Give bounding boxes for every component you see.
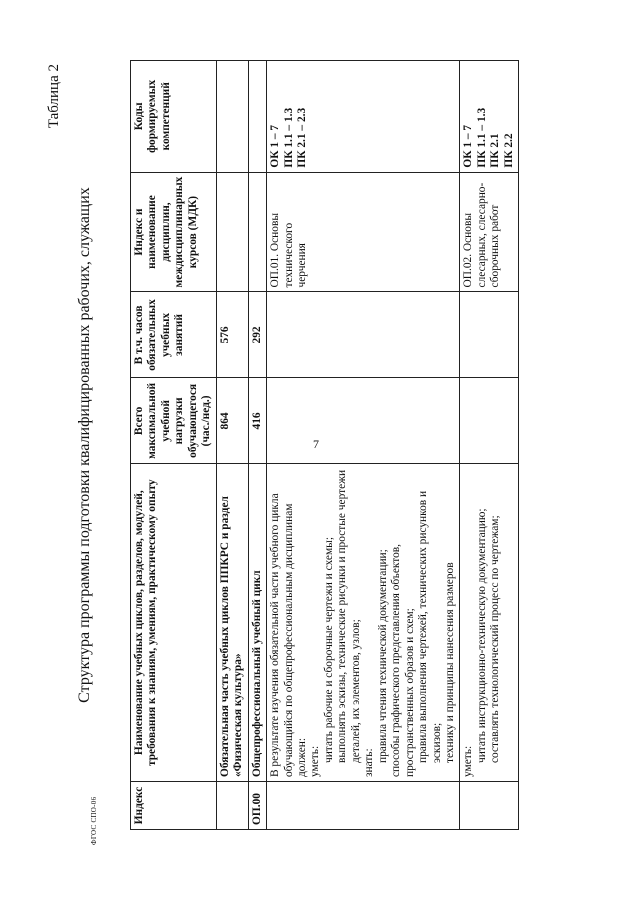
cell-empty — [267, 782, 460, 830]
table-row-op01 — [267, 61, 460, 830]
header-name: Наименование учебных циклов, разделов, модулей, требования к знаниям, умениям, практическому опыту — [131, 464, 217, 782]
cell-empty — [267, 378, 460, 464]
cell-empty — [460, 292, 519, 378]
requirement-text: читать инструкционно-техническую документацию; — [475, 508, 488, 764]
header-index: Индекс — [131, 782, 217, 830]
cell-empty — [460, 782, 519, 830]
table-row-total — [216, 61, 248, 830]
cell-op00-name: Общепрофессиональный учебный цикл — [248, 464, 266, 782]
requirement-text: читать рабочие и сборочные чертежи и схемы; — [322, 537, 335, 764]
cell-total-max: 864 — [216, 378, 248, 464]
table-row-op00 — [248, 61, 266, 830]
cell-empty — [248, 172, 266, 292]
cell-empty — [216, 782, 248, 830]
competency-code: ПК 2.1 – 2.3 — [295, 107, 308, 168]
cell-op00-max: 416 — [248, 378, 266, 464]
cell-total-required: 576 — [216, 292, 248, 378]
competency-code: ПК 1.1 – 1.3 — [282, 107, 295, 168]
cell-op01-discipline: ОП.01. Основы технического черчения — [267, 172, 460, 292]
table-label: Таблица 2 — [46, 64, 62, 129]
page-number: 7 — [313, 437, 319, 451]
requirement-heading: уметь: — [462, 745, 475, 778]
header-discipline: Индекс и наименование дисциплин, междисциплинарных курсов (МДК) — [131, 172, 217, 292]
cell-empty — [216, 61, 248, 173]
requirement-text: составлять технологический процесс по чертежам; — [489, 515, 502, 764]
requirement-text: способы графического представления объектов, пространственных образов и схем; — [390, 543, 416, 778]
header-competencies: Коды формируемых компетенций — [131, 61, 217, 173]
cell-op00-required: 292 — [248, 292, 266, 378]
cell-empty — [248, 61, 266, 173]
cell-empty — [267, 292, 460, 378]
document-title: Структура программы подготовки квалифицированных рабочих, служащих — [76, 187, 93, 703]
footer-code: ФГОС СПО-06 — [90, 796, 98, 845]
table-row-op02 — [460, 61, 519, 830]
cell-op02-competencies — [460, 61, 519, 173]
requirement-text: правила чтения технической документации; — [376, 549, 389, 764]
competency-code: ПК 2.2 — [502, 133, 515, 168]
cell-op02-discipline: ОП.02. Основы слесарных, слесарно-сборочных работ — [460, 172, 519, 292]
cell-empty — [460, 378, 519, 464]
competency-code: ОК 1 – 7 — [269, 124, 282, 168]
requirement-text: В результате изучения обязательной части учебного цикла обучающийся по общепрофессиональным дисциплинам должен: — [269, 493, 308, 778]
requirement-heading: уметь: — [309, 745, 322, 778]
cell-op00-index: ОП.00 — [248, 782, 266, 830]
rotated-page-content — [46, 60, 570, 830]
cell-total-name: Обязательная часть учебных циклов ППКРС и раздел «Физическая культура» — [216, 464, 248, 782]
competency-code: ПК 2.1 — [489, 133, 502, 168]
requirement-heading: знать: — [363, 748, 376, 778]
program-structure-table — [130, 60, 519, 830]
cell-op01-requirements — [267, 464, 460, 782]
cell-op02-requirements — [460, 464, 519, 782]
table-header-row — [131, 61, 217, 830]
header-max-load: Всего максимальной учебной нагрузки обучающегося (час./нед.) — [131, 378, 217, 464]
requirement-text: выполнять эскизы, технические рисунки и простые чертежи деталей, их элементов, узлов; — [336, 469, 362, 764]
cell-op01-competencies — [267, 61, 460, 173]
competency-code: ОК 1 – 7 — [462, 124, 475, 168]
cell-empty — [216, 172, 248, 292]
header-required-hours: В т.ч. часов обязательных учебных занятий — [131, 292, 217, 378]
requirement-text: правила выполнения чертежей, технических рисунков и эскизов; — [417, 490, 443, 764]
requirement-text: технику и принципы нанесения размеров — [443, 562, 456, 764]
competency-code: ПК 1.1 – 1.3 — [475, 107, 488, 168]
